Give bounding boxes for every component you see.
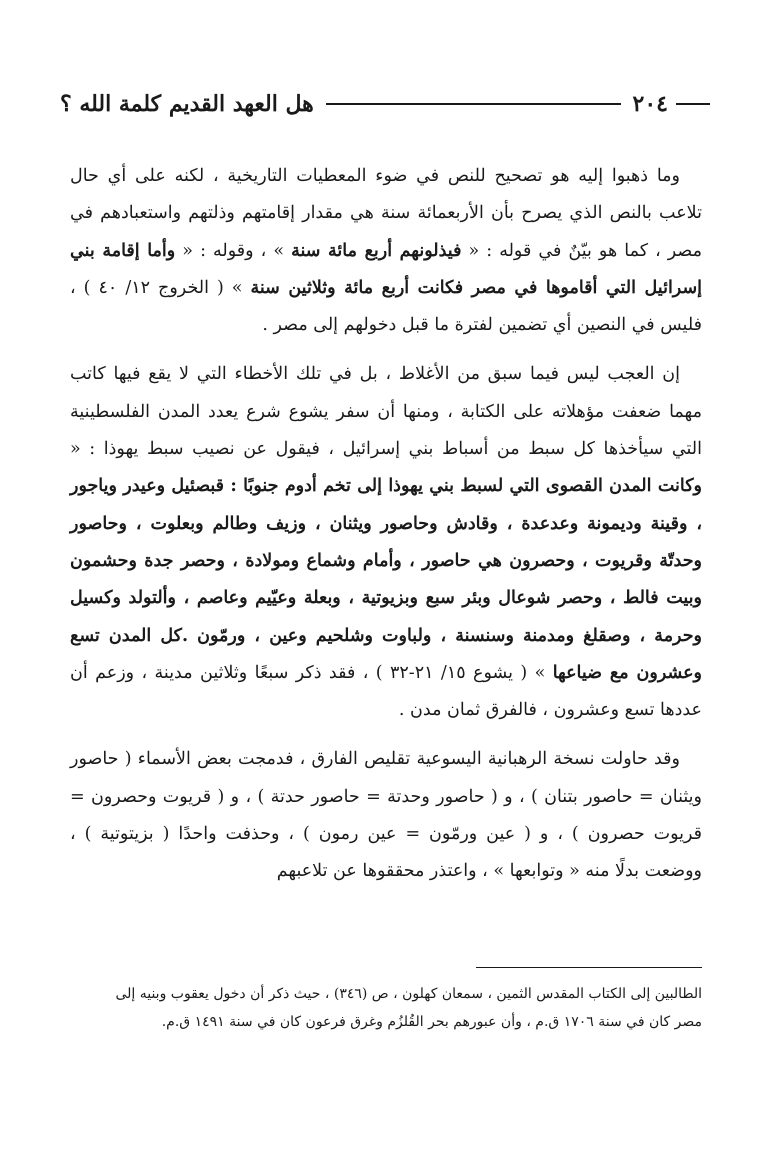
- page-number: ٢٠٤: [632, 91, 668, 117]
- page-header: [60, 86, 710, 122]
- paragraph: [70, 356, 702, 729]
- page-number-group: [633, 91, 710, 117]
- body-text: [70, 158, 702, 903]
- footnote-line: مصر كان في سنة ١٧٠٦ ق.م ، وأن عبورهم بحر القُلزُم وغرق فرعون كان في سنة ١٤٩١ ق.م.: [161, 1014, 702, 1030]
- paragraph: [70, 741, 702, 890]
- paragraph-text: إن العجب ليس فيما سبق من الأغلاط ، بل في تلك الأخطاء التي لا يقع فيها كاتب مهما ضعفت مؤهلاته على الكتابة ، ومنها أن سفر يشوع شرع يعدد المدن الفلسطينية التي سيأخذها كل سبط من أسباط بني إسرائيل ، فيقول عن نصيب سبط يهوذا : «: [70, 364, 702, 460]
- paragraph-text: وقد حاولت نسخة الرهبانية اليسوعية تقليص الفارق ، فدمجت بعض الأسماء ( حاصور ويثنان = حاصور بتنان ) ، و ( حاصور وحدتة = حاصور حدتة ) ، و ( قريوت وحصرون = قريوت حصرون ) ، و ( عين ورمّون = عين رمون ) ، وحذفت واحدًا ( بزيتوتية ) ، ووضعت بدلًا منه « وتوابعها » ، واعتذر محققوها عن تلاعبهم: [70, 749, 702, 882]
- quoted-text: فيذلونهم أربع مائة سنة: [291, 240, 462, 261]
- header-rule: [326, 103, 621, 105]
- paragraph-text: » ( يشوع ١٥/ ٢١-٣٢ ) ، فقد ذكر سبعًا وثلاثين مدينة ، وزعم أن عددها تسع وعشرون ، فالفرق ثمان مدن .: [70, 662, 702, 721]
- footnote-line: الطالبين إلى الكتاب المقدس الثمين ، سمعان كهلون ، ص (٣٤٦) ، حيث ذكر أن دخول يعقوب وبنيه إلى: [115, 986, 702, 1002]
- paragraph: [70, 158, 702, 344]
- paragraph-text: » ، وقوله : «: [175, 240, 292, 261]
- footnote-rule: [476, 967, 702, 968]
- quoted-text: وأما إقامة بني إسرائيل التي أقاموها في مصر فكانت أربع مائة وثلاثين سنة: [70, 240, 702, 298]
- paragraph-text: » ( الخروج ١٢/ ٤٠ ) ، فليس في النصين أي تضمين لفترة ما قبل دخولهم إلى مصر .: [70, 277, 702, 336]
- footnotes: [70, 980, 702, 1036]
- paragraph-text: وما ذهبوا إليه هو تصحيح للنص في ضوء المعطيات التاريخية ، لكنه على أي حال تلاعب بالنص الذي يصرح بأن الأربعمائة سنة هي مقدار إقامتهم وذلتهم واستعبادهم في مصر ، كما هو بيّنٌ في قوله : «: [70, 166, 702, 261]
- running-title: هل العهد القديم كلمة الله ؟: [60, 91, 314, 117]
- quoted-text: وكانت المدن القصوى التي لسبط بني يهوذا إلى تخم أدوم جنوبًا : قبصئيل وعيدر وياجور ، وقينة وديمونة وعدعدة ، وقادش وحاصور ويثنان ، وزيف وطالم وبعلوت ، وحاصور وحدتّة وقريوت ، وحصرون هي حاصور ، وأمام وشماع ومولادة ، وحصر جدة وحشمون وبيت فالط ، وحصر شوعال وبئر سبع وبزيوتية ، وبعلة وعيّيم وعاصم ، وألتولد وكسيل وحرمة ، وصقلغ ومدمنة وسنسنة ، ولباوت وشلحيم وعين ، ورمّون .كل المدن تسع وعشرون مع ضياعها: [70, 476, 702, 683]
- page-number-dash: [676, 103, 710, 105]
